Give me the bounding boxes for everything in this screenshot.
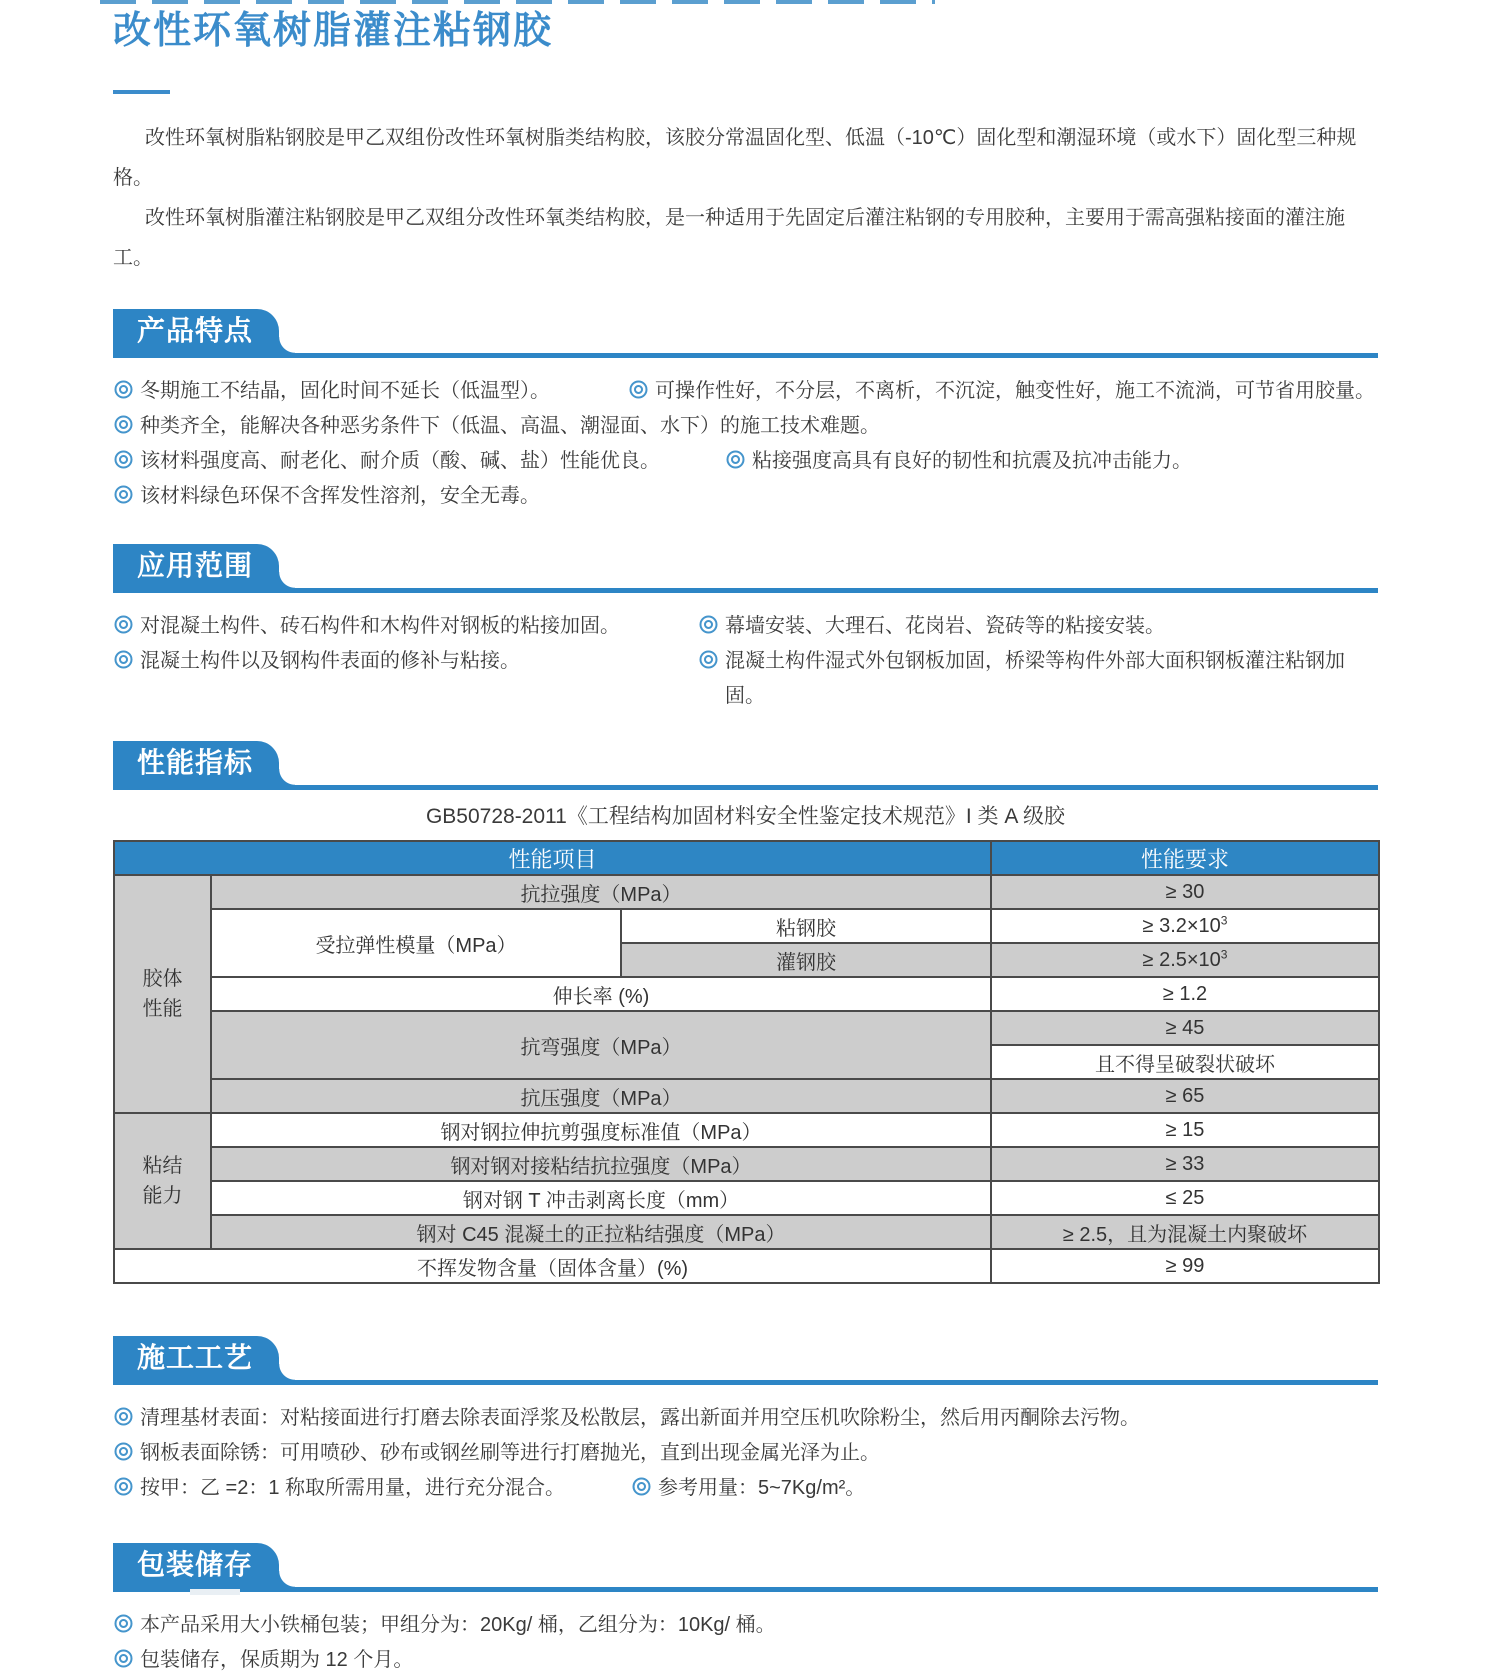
- bullet-ring-icon: [119, 1654, 128, 1663]
- bullet-item: [113, 1643, 1378, 1678]
- requirement-cell: ≥ 33: [991, 1147, 1379, 1181]
- list-item: [113, 1471, 1378, 1506]
- group-label-bonding-ability: 粘结能力: [114, 1113, 211, 1249]
- section-rule-construction: [113, 1380, 1378, 1385]
- section-title-packaging: 包装储存: [137, 1549, 254, 1580]
- section-badge-construction: [113, 1336, 279, 1380]
- bullet-ring-icon: [634, 385, 643, 394]
- intro-paragraph-1: 改性环氧树脂粘钢胶是甲乙双组份改性环氧树脂类结构胶，该胶分常温固化型、低温（-10℃）固化型和潮湿环境（或水下）固化型三种规格。: [113, 127, 1357, 189]
- column-header-item: 性能项目: [114, 841, 991, 875]
- section-header-applications: [113, 544, 1378, 593]
- table-row: [114, 1181, 1379, 1215]
- bullet-ring-icon: [119, 1412, 128, 1421]
- bullet-text: 该材料强度高、耐老化、耐介质（酸、碱、盐）性能优良。: [140, 450, 660, 472]
- group-label-glue-performance: 胶体性能: [114, 875, 211, 1113]
- bullet-ring-icon: [119, 655, 128, 664]
- section-title-features: 产品特点: [137, 315, 254, 346]
- bullet-ring-icon: [119, 1619, 128, 1628]
- subtype-cell: 粘钢胶: [621, 909, 991, 943]
- requirement-cell: 且不得呈破裂状破坏: [991, 1045, 1379, 1079]
- bullet-item: [113, 479, 1378, 514]
- section-rule-packaging: [113, 1587, 1378, 1592]
- features-list: [113, 374, 1378, 514]
- bullet-item: [725, 444, 1378, 479]
- page-content: [113, 0, 1378, 1678]
- bullet-text: 混凝土构件以及钢构件表面的修补与粘接。: [140, 650, 520, 672]
- page-title: 改性环氧树脂灌注粘钢胶: [113, 10, 554, 52]
- bullet-item: [628, 374, 1378, 409]
- bullet-item: [113, 609, 698, 644]
- table-row: [114, 1147, 1379, 1181]
- list-item: [113, 409, 1378, 444]
- requirement-cell: ≥ 2.5，且为混凝土内聚破坏: [991, 1215, 1379, 1249]
- table-row: [114, 1113, 1379, 1147]
- bullet-ring-icon: [119, 1447, 128, 1456]
- bullet-text: 清理基材表面：对粘接面进行打磨去除表面浮浆及松散层，露出新面并用空压机吹除粉尘，然后用丙酮除去污物。: [140, 1407, 1140, 1429]
- list-item: [113, 374, 1378, 409]
- bullet-text: 可操作性好，不分层，不离析，不沉淀，触变性好，施工不流淌，可节省用胶量。: [655, 380, 1375, 402]
- requirement-cell: ≥ 65: [991, 1079, 1379, 1113]
- bullet-text: 幕墙安装、大理石、花岗岩、瓷砖等的粘接安装。: [725, 615, 1165, 637]
- property-cell: 抗压强度（MPa）: [211, 1079, 991, 1113]
- bullet-text: 参考用量：5~7Kg/m²。: [658, 1477, 866, 1499]
- bullet-text: 该材料绿色环保不含挥发性溶剂，安全无毒。: [140, 485, 540, 507]
- table-row: [114, 1215, 1379, 1249]
- table-row: [114, 1079, 1379, 1113]
- table-row: [114, 875, 1379, 909]
- bullet-item: [698, 644, 1378, 714]
- list-item: [113, 609, 1378, 644]
- section-header-features: [113, 309, 1378, 358]
- bullet-ring-icon: [704, 655, 713, 664]
- bottom-page-artifact: [190, 1589, 240, 1595]
- section-badge-packaging: [113, 1543, 279, 1587]
- performance-table: [113, 840, 1380, 1284]
- bullet-text: 对混凝土构件、砖石构件和木构件对钢板的粘接加固。: [140, 615, 620, 637]
- bullet-ring-icon: [119, 420, 128, 429]
- column-header-requirement: 性能要求: [991, 841, 1379, 875]
- bullet-item: [113, 1471, 631, 1506]
- bullet-item: [113, 1436, 1378, 1471]
- section-header-packaging: [113, 1543, 1378, 1592]
- requirement-cell: ≥ 15: [991, 1113, 1379, 1147]
- bullet-ring-icon: [119, 385, 128, 394]
- requirement-cell: ≥ 45: [991, 1011, 1379, 1045]
- bullet-item: [113, 374, 628, 409]
- list-item: [113, 444, 1378, 479]
- bullet-text: 钢板表面除锈：可用喷砂、砂布或钢丝刷等进行打磨抛光，直到出现金属光泽为止。: [140, 1442, 880, 1464]
- table-row: [114, 909, 1379, 943]
- property-cell: 抗拉强度（MPa）: [211, 875, 991, 909]
- list-item: [113, 1608, 1378, 1643]
- bullet-text: 按甲：乙 =2：1 称取所需用量，进行充分混合。: [140, 1477, 566, 1499]
- section-badge-features: [113, 309, 279, 353]
- list-item: [113, 1401, 1378, 1436]
- section-rule-applications: [113, 588, 1378, 593]
- bullet-ring-icon: [119, 455, 128, 464]
- list-item: [113, 644, 1378, 714]
- property-cell: 钢对钢对接粘结抗拉强度（MPa）: [211, 1147, 991, 1181]
- table-row: [114, 1249, 1379, 1283]
- requirement-cell: ≥ $3.2\times 10^3$: [991, 909, 1379, 943]
- section-badge-performance: [113, 741, 279, 785]
- property-cell: 钢对钢 T 冲击剥离长度（mm）: [211, 1181, 991, 1215]
- section-header-construction: [113, 1336, 1378, 1385]
- requirement-cell: ≥ 30: [991, 875, 1379, 909]
- bullet-item: [113, 644, 698, 679]
- bullet-text: 本产品采用大小铁桶包装；甲组分为：20Kg/ 桶，乙组分为：10Kg/ 桶。: [140, 1614, 776, 1636]
- bullet-text: 混凝土构件湿式外包钢板加固，桥梁等构件外部大面积钢板灌注粘钢加固。: [725, 650, 1345, 707]
- packaging-list: [113, 1608, 1378, 1678]
- property-cell: 受拉弹性模量（MPa）: [211, 909, 621, 977]
- bullet-text: 冬期施工不结晶，固化时间不延长（低温型）。: [140, 380, 550, 402]
- bullet-ring-icon: [119, 620, 128, 629]
- property-cell: 抗弯强度（MPa）: [211, 1011, 991, 1079]
- bullet-text: 包装储存，保质期为 12 个月。: [140, 1649, 414, 1671]
- bullet-ring-icon: [637, 1482, 646, 1491]
- bullet-ring-icon: [119, 490, 128, 499]
- section-title-performance: 性能指标: [137, 747, 254, 778]
- section-title-applications: 应用范围: [137, 550, 254, 581]
- bullet-item: [113, 1608, 1378, 1643]
- table-header-row: [114, 841, 1379, 875]
- bullet-ring-icon: [119, 1482, 128, 1491]
- table-row: [114, 977, 1379, 1011]
- table-caption: GB50728-2011《工程结构加固材料安全性鉴定技术规范》I 类 A 级胶: [425, 805, 1066, 828]
- property-cell: 钢对 C45 混凝土的正拉粘结强度（MPa）: [211, 1215, 991, 1249]
- bullet-item: [113, 409, 1378, 444]
- requirement-cell: ≥ 99: [991, 1249, 1379, 1283]
- construction-list: [113, 1401, 1378, 1506]
- subtype-cell: 灌钢胶: [621, 943, 991, 977]
- bullet-item: [631, 1471, 1378, 1506]
- section-rule-performance: [113, 785, 1378, 790]
- requirement-cell: ≥ 1.2: [991, 977, 1379, 1011]
- section-rule-features: [113, 353, 1378, 358]
- list-item: [113, 1643, 1378, 1678]
- title-underline: [113, 90, 170, 94]
- section-header-performance: [113, 741, 1378, 790]
- intro-paragraph-2: 改性环氧树脂灌注粘钢胶是甲乙双组分改性环氧类结构胶，是一种适用于先固定后灌注粘钢的专用胶种，主要用于需高强粘接面的灌注施工。: [113, 207, 1345, 269]
- property-cell: 钢对钢拉伸抗剪强度标准值（MPa）: [211, 1113, 991, 1147]
- table-row: [114, 1011, 1379, 1045]
- section-title-construction: 施工工艺: [137, 1342, 254, 1373]
- bullet-item: [698, 609, 1378, 644]
- requirement-cell: ≤ 25: [991, 1181, 1379, 1215]
- property-cell: 不挥发物含量（固体含量）(%): [114, 1249, 991, 1283]
- bullet-item: [113, 1401, 1378, 1436]
- bullet-item: [113, 444, 725, 479]
- applications-list: [113, 609, 1378, 714]
- list-item: [113, 1436, 1378, 1471]
- requirement-cell: ≥ $2.5\times 10^3$: [991, 943, 1379, 977]
- bullet-ring-icon: [704, 620, 713, 629]
- section-badge-applications: [113, 544, 279, 588]
- list-item: [113, 479, 1378, 514]
- bullet-text: 种类齐全，能解决各种恶劣条件下（低温、高温、潮湿面、水下）的施工技术难题。: [140, 415, 880, 437]
- bullet-ring-icon: [731, 455, 740, 464]
- bullet-text: 粘接强度高具有良好的韧性和抗震及抗冲击能力。: [752, 450, 1192, 472]
- property-cell: 伸长率 (%): [211, 977, 991, 1011]
